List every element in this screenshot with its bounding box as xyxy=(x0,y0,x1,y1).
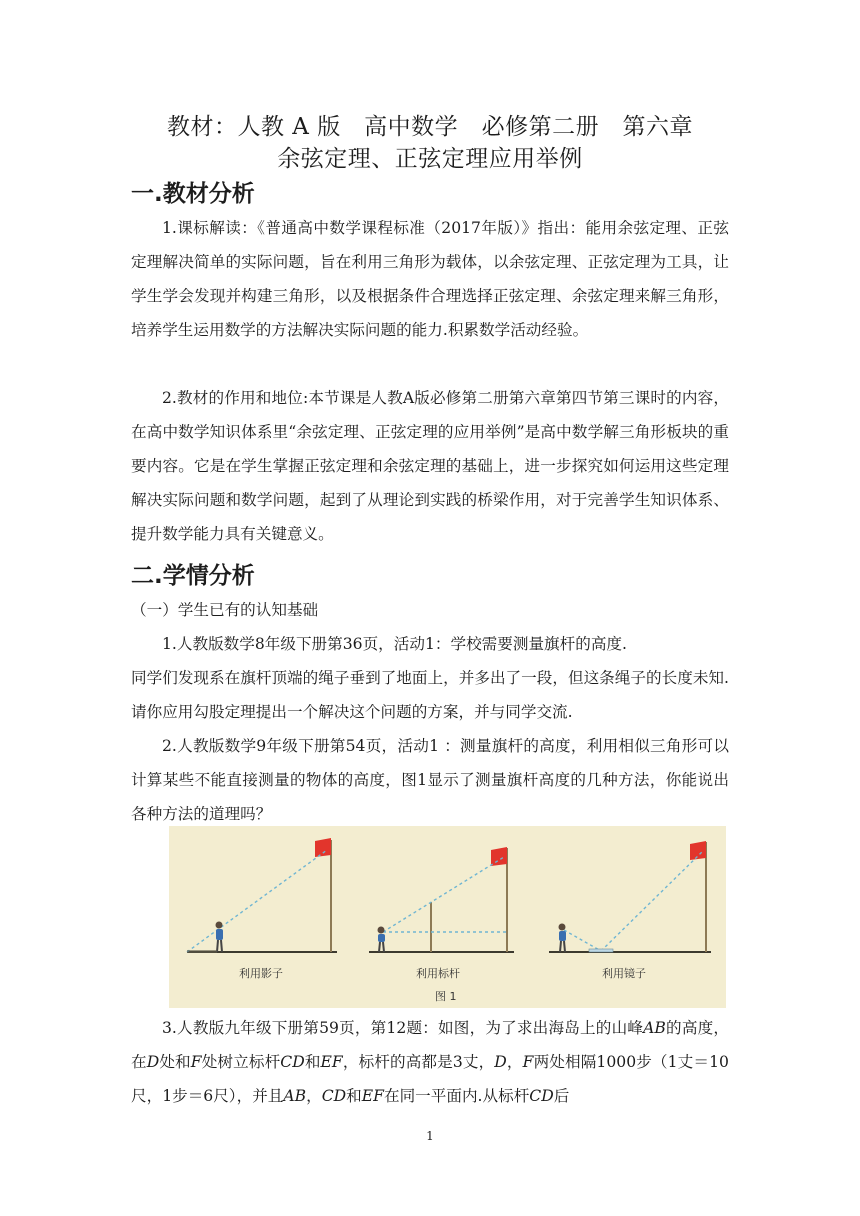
person-head xyxy=(378,927,385,934)
figure-label-shadow: 利用影子 xyxy=(239,967,283,980)
figure-label-marker-pole: 利用标杆 xyxy=(416,967,460,980)
figure-1-flagpole-methods xyxy=(169,826,726,1008)
variable-CD: CD xyxy=(280,1053,305,1071)
person-leg xyxy=(560,941,561,952)
text-run: ， xyxy=(306,1087,322,1105)
text-run: 3.人教版九年级下册第59页，第12题：如图，为了求出海岛上的山峰 xyxy=(162,1019,644,1037)
person-head xyxy=(559,924,566,931)
text-run: 的高度，在 xyxy=(131,1019,729,1071)
variable-F: F xyxy=(522,1053,534,1071)
doc-title-line1: 教材：人教 A 版 高中数学 必修第二册 第六章 xyxy=(166,114,694,140)
shadow xyxy=(187,950,217,953)
person-leg xyxy=(564,941,565,952)
section2-paragraph-1-rest: 同学们发现系在旗杆顶端的绳子垂到了地面上，并多出了一段，但这条绳子的长度未知. 请你应用勾股定理提出一个解决这个问题的方案，并与同学交流. xyxy=(131,669,729,721)
text-run: 后 xyxy=(553,1087,570,1105)
section1-heading: 一.教材分析 xyxy=(131,181,255,207)
variable-AB: AB xyxy=(643,1019,666,1037)
text-run: 在同一平面内.从标杆 xyxy=(383,1087,530,1105)
page-number: 1 xyxy=(426,1129,434,1143)
figure-caption: 图 1 xyxy=(435,990,457,1003)
person-leg xyxy=(221,940,222,952)
section2-paragraph-2: 2.人教版数学9年级下册第54页，活动1 ：测量旗杆的高度，利用相似三角形可以计算某些不能直接测量的物体的高度，图1显示了测量旗杆高度的几种方法，你能说出各种方法的道理吗？ xyxy=(131,737,729,823)
variable-D: D xyxy=(146,1053,160,1071)
section2-subheading: （一）学生已有的认知基础 xyxy=(131,601,319,619)
flag xyxy=(690,841,706,860)
text-run: 和 xyxy=(346,1087,362,1105)
flag xyxy=(315,838,331,857)
person-head xyxy=(216,922,223,929)
text-run: ，标杆的高都是3丈， xyxy=(342,1053,495,1071)
person-leg xyxy=(379,942,380,952)
person-body xyxy=(378,934,385,942)
variable-AB: AB xyxy=(283,1087,307,1105)
variable-F: F xyxy=(190,1053,202,1071)
flag xyxy=(491,847,507,866)
section2-paragraph-3 xyxy=(131,1011,729,1113)
person-body xyxy=(559,931,566,941)
person-body xyxy=(216,929,223,940)
variable-D: D xyxy=(494,1053,507,1071)
section1-paragraph-2: 2.教材的作用和地位:本节课是人教A版必修第二册第六章第四节第三课时的内容，在高中数学知识体系里“余弦定理、正弦定理的应用举例”是高中数学解三角形板块的重要内容。它是在学生掌握正弦定理和余弦定理的基础上，进一步探究如何运用这些定理解决实际问题和数学问题，起到了从理论到实践的桥梁作用，对于完善学生知识体系、提升数学能力具有关键意义。 xyxy=(131,389,729,543)
doc-title-line2: 余弦定理、正弦定理应用举例 xyxy=(277,146,583,172)
section2-heading: 二.学情分析 xyxy=(131,563,255,589)
variable-EF: EF xyxy=(320,1053,343,1071)
variable-CD: CD xyxy=(529,1087,554,1105)
section1-paragraph-1: 1.课标解读：《普通高中数学课程标准（2017年版）》指出：能用余弦定理、正弦定理解决简单的实际问题，旨在利用三角形为载体，以余弦定理、正弦定理为工具，让学生学会发现并构建三角形，以及根据条件合理选择正弦定理、余弦定理来解三角形，培养学生运用数学的方法解决实际问题的能力.积累数学活动经验。 xyxy=(131,219,729,339)
section2-paragraph-1-line1: 1.人教版数学8年级下册第36页，活动1：学校需要测量旗杆的高度. xyxy=(162,635,627,653)
person-leg xyxy=(217,940,218,952)
figure-label-mirror: 利用镜子 xyxy=(602,967,646,980)
variable-CD: CD xyxy=(321,1087,347,1105)
text-run: 和 xyxy=(304,1053,321,1071)
variable-EF: EF xyxy=(361,1087,384,1105)
person-leg xyxy=(383,942,384,952)
text-run: 处树立标杆 xyxy=(201,1053,281,1071)
text-run: ， xyxy=(506,1053,523,1071)
mirror xyxy=(589,949,613,952)
section2-paragraph-1 xyxy=(131,627,729,729)
text-run: 处和 xyxy=(159,1053,191,1071)
text-run: 两处相隔1000步（1丈＝10尺，1步＝6尺），并且 xyxy=(131,1053,729,1105)
